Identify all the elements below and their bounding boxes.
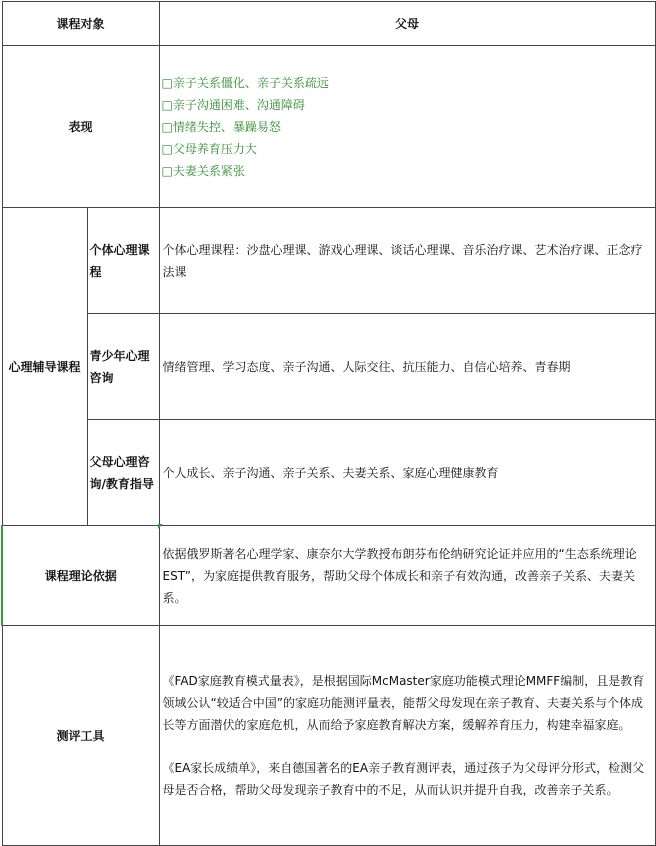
assessment-label: 测评工具 [2, 626, 159, 846]
counseling-content: 个体心理课程：沙盘心理课、游戏心理课、谈话心理课、音乐治疗课、艺术治疗课、正念疗法课 [159, 208, 655, 314]
paragraph-gap [163, 736, 651, 757]
counseling-row-1 [2, 208, 655, 314]
performance-list [159, 46, 655, 208]
assessment-paragraph: 《FAD家庭教育模式量表》，是根据国际McMaster家庭功能模式理论MMFF编制，且是教育领域公认“较适合中国”的家庭功能测评量表，能帮父母发现在亲子教育、夫妻关系与个体成长等方面潜伏的家庭危机，从而给予家庭教育解决方案，缓解养育压力，构建幸福家庭。 [162, 674, 645, 732]
header-course-target: 课程对象 [2, 2, 159, 46]
assessment-row [2, 626, 655, 846]
counseling-content: 个人成长、亲子沟通、亲子关系、夫妻关系、家庭心理健康教育 [159, 420, 655, 526]
header-parents: 父母 [159, 2, 655, 46]
performance-item: □情绪失控、暴躁易怒 [161, 119, 281, 134]
comment-marker-icon [158, 524, 163, 529]
counseling-row-3 [2, 420, 655, 526]
course-table [1, 1, 656, 846]
performance-item: □夫妻关系紧张 [161, 163, 245, 178]
counseling-label: 心理辅导课程 [2, 208, 87, 526]
assessment-paragraph: 《EA家长成绩单》，来自德国著名的EA亲子教育测评表，通过孩子为父母评分形式，检测父母是否合格，帮助父母发现亲子教育中的不足，从而认识并提升自我，改善亲子关系。 [162, 761, 645, 797]
performance-item: □父母养育压力大 [161, 141, 257, 156]
theory-row [2, 526, 655, 626]
counseling-sub-label: 个体心理课程 [87, 208, 159, 314]
counseling-sub-label: 青少年心理咨询 [87, 314, 159, 420]
performance-item: □亲子沟通困难、沟通障碍 [161, 97, 305, 112]
theory-label: 课程理论依据 [2, 526, 159, 626]
header-row [2, 2, 655, 46]
counseling-sub-label: 父母心理咨询/教育指导 [87, 420, 159, 526]
assessment-content [159, 626, 655, 846]
performance-label: 表现 [2, 46, 159, 208]
theory-content: 依据俄罗斯著名心理学家、康奈尔大学教授布朗芬布伦纳研究论证并应用的“生态系统理论EST”，为家庭提供教育服务，帮助父母个体成长和亲子有效沟通，改善亲子关系、夫妻关系。 [159, 526, 655, 626]
performance-item: □亲子关系僵化、亲子关系疏远 [161, 75, 329, 90]
counseling-row-2 [2, 314, 655, 420]
counseling-content: 情绪管理、学习态度、亲子沟通、人际交往、抗压能力、自信心培养、青春期 [159, 314, 655, 420]
performance-row [2, 46, 655, 208]
